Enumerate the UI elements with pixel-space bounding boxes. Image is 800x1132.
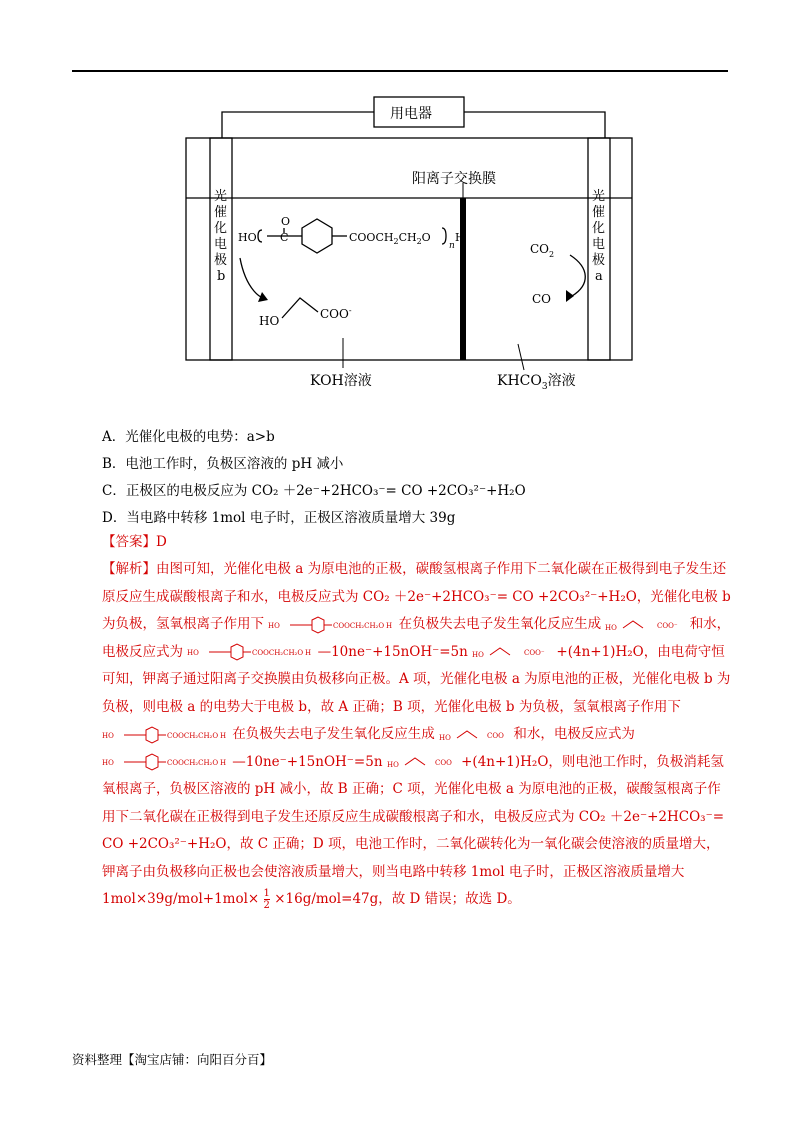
formula-glycolate-1: [605, 616, 685, 634]
svg-text:极: 极: [214, 253, 228, 268]
svg-text:H: H: [386, 621, 393, 630]
svg-text:COO: COO: [434, 759, 452, 767]
koh-label: KOH溶液: [310, 373, 372, 389]
benzene-ring: [302, 219, 332, 253]
svg-text:H: H: [220, 731, 227, 740]
svg-text:COOCH₂CH₂O: COOCH₂CH₂O: [252, 649, 304, 657]
option-d: D．当电路中转移 1mol 电子时，正极区溶液质量增大 39g: [102, 510, 456, 526]
cell-outer-frame: [186, 138, 632, 360]
svg-text:COOCH2CH2O: $COOCH_2CH_2O$: [349, 231, 431, 246]
option-a: A．光催化电极的电势：a>b: [102, 429, 275, 445]
svg-text:HO: HO: [386, 761, 399, 769]
formula-glycolate-4: [387, 753, 457, 771]
svg-text:CO2: $CO_2$: [530, 242, 555, 259]
svg-text:CO: CO: [532, 292, 552, 306]
svg-text:HO: HO: [187, 649, 200, 657]
svg-text:a: a: [595, 269, 603, 284]
svg-text:催: 催: [592, 205, 606, 220]
formula-polymer-3: [102, 725, 228, 745]
cation-exchange-membrane: [460, 198, 466, 360]
membrane-label: 阳离子交换膜: [412, 171, 496, 187]
option-b: B．电池工作时，负极区溶液的 pH 减小: [102, 456, 344, 472]
svg-text:HO: HO: [238, 231, 257, 244]
svg-text:化: 化: [214, 221, 228, 236]
formula-polymer-1: [268, 615, 394, 635]
svg-text:H: H: [305, 649, 312, 657]
svg-text:光: 光: [592, 189, 606, 204]
electrochemical-cell-diagram: [0, 0, 800, 420]
footer-source: 资料整理【淘宝店铺：向阳百分百】: [72, 1052, 273, 1067]
svg-text:HO: HO: [439, 733, 451, 742]
formula-glycolate-3: [439, 726, 509, 744]
svg-text:HO: HO: [472, 651, 484, 659]
svg-text:HO: HO: [259, 314, 280, 328]
device-label: 用电器: [390, 106, 432, 122]
svg-text:HO: HO: [605, 623, 618, 632]
svg-text:COOCH₂CH₂O: COOCH₂CH₂O: [167, 731, 219, 740]
svg-text:COOCH₂CH₂O: COOCH₂CH₂O: [167, 759, 219, 767]
electrode-a-label: [592, 188, 605, 284]
khco3-label: $KHCO_3$溶液: [497, 373, 576, 392]
svg-text:C: C: [280, 231, 289, 244]
answer: 【答案】D: [102, 534, 167, 550]
svg-text:O: O: [281, 215, 291, 228]
svg-text:H: H: [220, 759, 227, 767]
svg-text:n: n: [449, 241, 455, 251]
svg-text:化: 化: [592, 221, 606, 236]
svg-text:COO⁻: COO⁻: [524, 649, 545, 657]
svg-text:极: 极: [592, 253, 606, 268]
formula-polymer-4: [102, 752, 228, 772]
electrode-b-label: [214, 188, 227, 284]
svg-text:催: 催: [214, 205, 228, 220]
formula-glycolate-2: [472, 643, 552, 661]
svg-text:H: H: [455, 231, 465, 244]
svg-text:HO: HO: [102, 731, 114, 740]
svg-text:电: 电: [592, 237, 606, 252]
svg-text:COO-: COO-: [320, 306, 352, 321]
svg-text:b: b: [217, 269, 226, 284]
svg-text:COO⁻: COO⁻: [657, 621, 678, 630]
svg-text:COO: COO: [487, 731, 504, 740]
svg-text:COOCH₂CH₂O: COOCH₂CH₂O: [333, 621, 385, 630]
svg-text:电: 电: [214, 237, 228, 252]
svg-text:HO: HO: [102, 759, 114, 767]
svg-text:光: 光: [214, 189, 228, 204]
arrow-right: [570, 255, 585, 296]
fraction-half: $\frac{1}{2}$: [263, 888, 270, 911]
option-c: C．正极区的电极反应为 CO₂ ＋2e⁻+2HCO₃⁻= CO +2CO₃²⁻+H₂O: [102, 483, 526, 499]
formula-polymer-2: [187, 642, 313, 662]
svg-text:HO: HO: [268, 621, 281, 630]
analysis: 【解析】由图可知，光催化电极 a 为原电池的正极，碳酸氢根离子作用下二氧化碳在正极得到电子发生还原反应生成碳酸根离子和水，电极反应式为 CO₂ ＋2e⁻+2HCO₃⁻= CO +2CO₃²⁻+H₂O，光催化电极 b 为负极，氢氧根离子作用下 HO COOCH₂CH₂O H 在负极失去电子发生氧化反应生成 HO COO⁻ 和水，电极反应式为 HO COOCH₂CH₂O H —10ne⁻+15nOH⁻=5n HO COO⁻ +(4n+1)H₂O，由电荷守恒可知，钾离子通过阳离子交换膜由负极移向正极。A 项，光催化电极 a 为原电池的正极，光催化电极 b 为负极，则电极 a 的电势大于电极 b，故 A 正确；B 项，光催化电极 b 为负极，氢氧根离子作用下 HO COOCH₂CH₂O H 在负极失去电子发生氧化反应生成 HO COO 和水，电极反应式为 HO COOCH₂CH₂O H —10ne⁻+15nOH⁻=5n HO COO +(4n+1)H₂O，则电池工作时，负极消耗氢氧根离子，负极区溶液的 pH 减小，故 B 正确；C 项，光催化电极 a 为原电池的正极，碳酸氢根离子作用下二氧化碳在正极得到电子发生还原反应生成碳酸根离子和水，电极反应式为 CO₂ ＋2e⁻+2HCO₃⁻= CO +2CO₃²⁻+H₂O，故 C 正确；D 项，电池工作时，二氧化碳转化为一氧化碳会使溶液的质量增大，钾离子由负极移向正极也会使溶液质量增大，则当电路中转移 1mol 电子时，正极区溶液质量增大 1mol×39g/mol+1mol× $\frac{1}{2}$ ×16g/mol=47g，故 D 错误；故选 D。: [102, 561, 731, 911]
